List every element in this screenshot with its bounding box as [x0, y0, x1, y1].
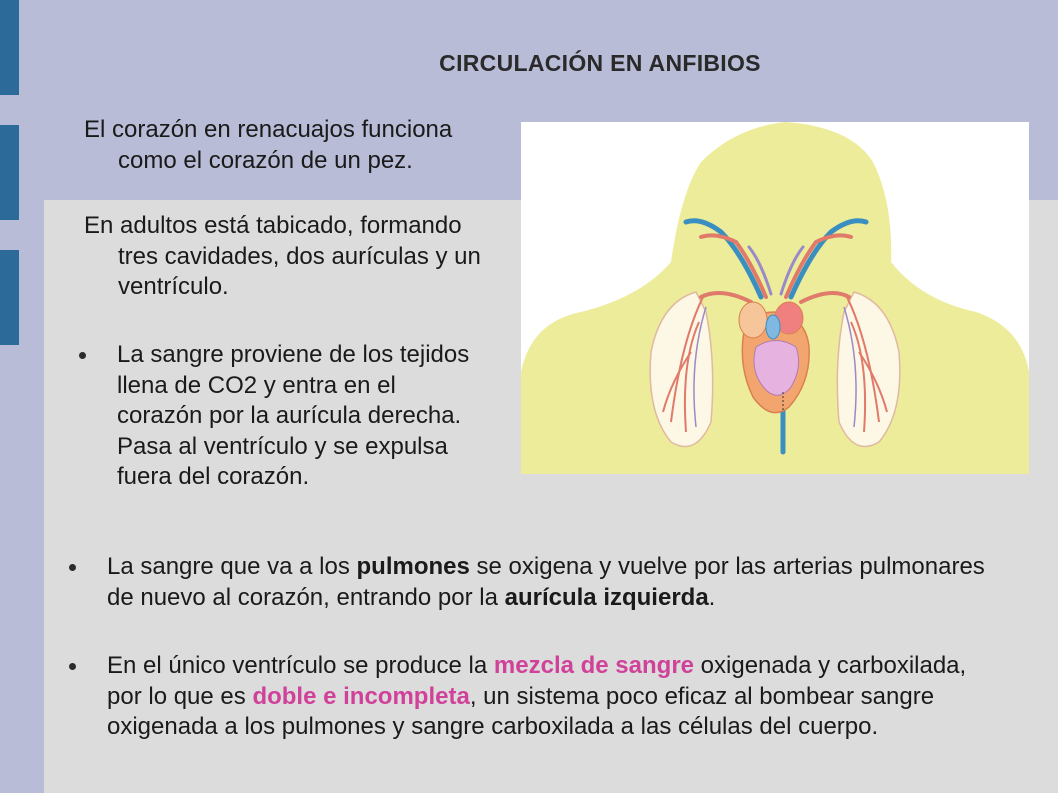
bullet-text: , un sistema poco eficaz al bombear sangre oxigenada a los pulmones y sangre carboxilada a las células del cuerpo.	[107, 682, 935, 740]
accent-bar	[0, 125, 19, 220]
bullet-ventricle	[107, 651, 1007, 743]
bold-term-pulmones: pulmones	[356, 553, 470, 580]
slide-title: CIRCULACIÓN EN ANFIBIOS	[439, 50, 761, 76]
atrium-right	[739, 302, 767, 338]
accent-bar	[0, 250, 19, 345]
highlight-mezcla: mezcla de sangre	[493, 652, 695, 679]
bullet-text: .	[708, 583, 716, 611]
accent-bar	[0, 0, 19, 95]
bold-term-auricula-izquierda: aurícula izquierda	[504, 583, 709, 611]
sinus-venosus	[766, 315, 780, 339]
bullet-dot	[79, 352, 86, 359]
amphibian-circulation-illustration	[521, 122, 1029, 474]
bullet-blood-origin	[117, 340, 477, 493]
bullet-text: La sangre que va a los	[107, 553, 357, 580]
bullet-text: En el único ventrículo se produce la	[107, 652, 494, 679]
bullet-text: La sangre proviene de los tejidos llena de CO2 y entra en el corazón por la aurícula derecha. Pasa al ventrículo y se expulsa fuera del corazón.	[117, 341, 470, 490]
bullet-lungs	[107, 552, 1007, 613]
bullet-text: oxigenada y carboxilada, por lo que es	[107, 652, 967, 710]
paragraph-adult: En adultos está tabicado, formando tres cavidades, dos aurículas y un ventrículo.	[84, 212, 481, 300]
bullet-text: se oxigena y vuelve por las arterias pulmonares de nuevo al corazón, entrando por la	[107, 553, 985, 611]
highlight-doble-incompleta: doble e incompleta	[252, 682, 470, 710]
body-silhouette	[521, 122, 1029, 474]
bullet-dot	[69, 564, 76, 571]
bullet-dot	[69, 663, 76, 670]
paragraph-tadpole: El corazón en renacuajos funciona como el corazón de un pez.	[84, 116, 453, 174]
